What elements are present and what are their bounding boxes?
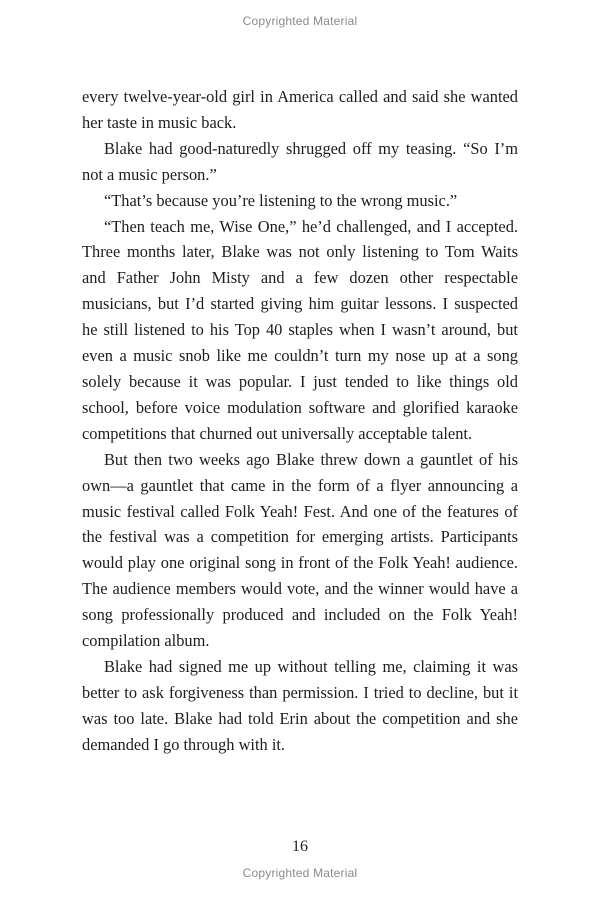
paragraph: “Then teach me, Wise One,” he’d challenged, and I accepted. Three months later, Blake was not only listening to Tom Waits and Father John Misty and a few dozen other respectable musicians, but I’d started giving him guitar lessons. I suspected he still listened to his Top 40 staples when I wasn’t around, but even a music snob like me couldn’t turn my nose up at a song solely because it was popular. I just tended to like things old school, before voice modulation software and glorified karaoke competitions that churned out universally acceptable talent. xyxy=(82,216,518,443)
paragraph: Blake had signed me up without telling me, claiming it was better to ask forgiveness than permission. I tried to decline, but it was too late. Blake had told Erin about the competition and she demanded I go through with it. xyxy=(82,656,518,754)
paragraph: “That’s because you’re listening to the wrong music.” xyxy=(104,190,458,210)
paragraph: But then two weeks ago Blake threw down a gauntlet of his own—a gauntlet that came in the form of a flyer announcing a music festival called Folk Yeah! Fest. And one of the features of the festival was a competition for emerging artists. Participants would play one original song in front of the Folk Yeah! audience. The audience members would vote, and the winner would have a song professionally produced and included on the Folk Yeah! compilation album. xyxy=(82,449,518,651)
copyright-watermark-top: Copyrighted Material xyxy=(242,14,358,28)
page-number: 16 xyxy=(292,838,308,855)
copyright-watermark-bottom: Copyrighted Material xyxy=(242,866,358,880)
page-body-text xyxy=(82,84,518,758)
paragraph-continued: every twelve-year-old girl in America called and said she wanted her taste in music back. xyxy=(82,87,518,132)
paragraph: Blake had good-naturedly shrugged off my teasing. “So I’m not a music person.” xyxy=(82,138,518,184)
